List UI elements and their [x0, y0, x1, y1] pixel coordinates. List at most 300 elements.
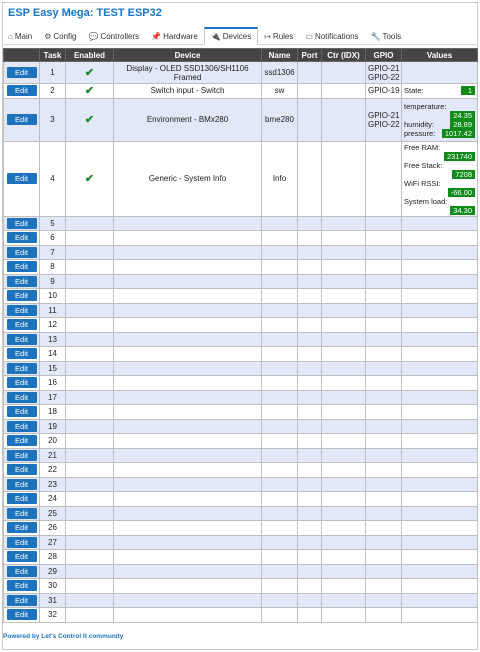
enabled-cell — [66, 361, 114, 376]
edit-button[interactable]: Edit — [7, 595, 37, 606]
enabled-cell — [66, 231, 114, 246]
task-cell — [40, 477, 66, 492]
port-cell — [298, 550, 322, 565]
table-row — [4, 274, 478, 289]
edit-button[interactable]: Edit — [7, 377, 37, 388]
gpio-cell — [366, 564, 402, 579]
values-cell — [402, 492, 478, 507]
edit-cell[interactable] — [4, 448, 40, 463]
edit-cell[interactable] — [4, 593, 40, 608]
port-cell — [298, 84, 322, 99]
tab-label: Controllers — [100, 31, 140, 41]
chat-icon: 💬 — [88, 31, 99, 41]
task-number: 29 — [48, 566, 57, 576]
task-cell — [40, 535, 66, 550]
device-cell — [114, 405, 262, 420]
enabled-cell — [66, 376, 114, 391]
task-cell — [40, 216, 66, 231]
task-number: 20 — [48, 436, 57, 446]
device-cell — [114, 318, 262, 333]
value-row — [404, 120, 475, 129]
table-row — [4, 332, 478, 347]
task-cell — [40, 550, 66, 565]
controller-cell — [322, 608, 366, 623]
edit-button[interactable]: Edit — [7, 421, 37, 432]
values-cell — [402, 390, 478, 405]
values-cell — [402, 98, 478, 141]
enabled-cell — [66, 141, 114, 216]
controller-cell — [322, 535, 366, 550]
name-cell — [262, 84, 298, 99]
notification-icon: ▭ — [305, 31, 313, 41]
task-number: 25 — [48, 508, 57, 518]
tab-devices[interactable] — [204, 27, 258, 45]
arrow-icon: ↦ — [264, 31, 271, 41]
tab-label: Notifications — [314, 31, 359, 41]
edit-cell[interactable] — [4, 506, 40, 521]
controller-cell — [322, 303, 366, 318]
edit-cell[interactable] — [4, 492, 40, 507]
task-cell — [40, 593, 66, 608]
gpio-cell — [366, 318, 402, 333]
table-row — [4, 318, 478, 333]
value-row — [404, 161, 475, 179]
port-cell — [298, 521, 322, 536]
enabled-cell — [66, 535, 114, 550]
header-edit — [4, 49, 40, 62]
task-number: 16 — [48, 378, 57, 388]
value-row — [404, 102, 475, 120]
edit-cell[interactable] — [4, 245, 40, 260]
enabled-cell — [66, 521, 114, 536]
task-number: 6 — [50, 233, 55, 243]
controller-cell — [322, 84, 366, 99]
controller-cell — [322, 318, 366, 333]
edit-cell[interactable] — [4, 98, 40, 141]
enabled-cell — [66, 477, 114, 492]
home-icon: ⌂ — [8, 31, 13, 41]
name-cell — [262, 564, 298, 579]
tab-hardware[interactable] — [145, 28, 204, 44]
enabled-cell — [66, 347, 114, 362]
task-name: ssd1306 — [264, 68, 295, 77]
port-cell — [298, 579, 322, 594]
values-cell — [402, 608, 478, 623]
footer-brand-link[interactable]: Let's Control It — [41, 633, 87, 640]
gpio-cell — [366, 550, 402, 565]
name-cell — [262, 579, 298, 594]
header-device: Device — [114, 49, 262, 62]
tab-tools[interactable] — [365, 28, 408, 44]
port-cell — [298, 245, 322, 260]
task-cell — [40, 521, 66, 536]
edit-button[interactable]: Edit — [7, 522, 37, 533]
value-badge-wrap — [404, 170, 475, 179]
controller-cell — [322, 62, 366, 84]
gpio-pin: GPIO-21 — [368, 63, 400, 73]
edit-cell[interactable] — [4, 419, 40, 434]
task-number: 15 — [48, 363, 57, 373]
table-header-row — [4, 49, 478, 62]
edit-cell[interactable] — [4, 361, 40, 376]
edit-button[interactable]: Edit — [7, 334, 37, 345]
device-cell — [114, 376, 262, 391]
task-cell — [40, 463, 66, 478]
enabled-cell — [66, 62, 114, 84]
device-cell — [114, 477, 262, 492]
edit-cell[interactable] — [4, 550, 40, 565]
values-cell — [402, 477, 478, 492]
controller-cell — [322, 477, 366, 492]
gpio-cell — [366, 419, 402, 434]
table-row — [4, 84, 478, 99]
name-cell — [262, 361, 298, 376]
name-cell — [262, 419, 298, 434]
port-cell — [298, 62, 322, 84]
values-cell — [402, 84, 478, 99]
edit-button[interactable]: Edit — [7, 450, 37, 461]
enabled-cell — [66, 593, 114, 608]
port-cell — [298, 608, 322, 623]
task-cell — [40, 361, 66, 376]
device-cell — [114, 98, 262, 141]
task-name: Info — [272, 174, 287, 183]
edit-button[interactable]: Edit — [7, 435, 37, 446]
task-cell — [40, 98, 66, 141]
tab-label: Rules — [272, 31, 294, 41]
task-number: 10 — [48, 291, 57, 301]
value-row — [404, 197, 475, 215]
device-name: Switch input - Switch — [150, 86, 225, 96]
gpio-cell — [366, 216, 402, 231]
port-cell — [298, 376, 322, 391]
controller-cell — [322, 376, 366, 391]
gpio-cell — [366, 84, 402, 99]
name-cell — [262, 405, 298, 420]
task-cell — [40, 419, 66, 434]
edit-cell[interactable] — [4, 463, 40, 478]
values-cell — [402, 506, 478, 521]
controller-cell — [322, 361, 366, 376]
values-cell — [402, 419, 478, 434]
task-cell — [40, 141, 66, 216]
enabled-cell — [66, 84, 114, 99]
device-cell — [114, 62, 262, 84]
port-cell — [298, 448, 322, 463]
gpio-cell — [366, 141, 402, 216]
gpio-cell — [366, 608, 402, 623]
edit-cell[interactable] — [4, 564, 40, 579]
values-cell — [402, 303, 478, 318]
table-row — [4, 419, 478, 434]
value-badge: -66.00 — [448, 188, 475, 197]
table-row — [4, 376, 478, 391]
edit-cell[interactable] — [4, 216, 40, 231]
table-row — [4, 361, 478, 376]
value-row — [404, 129, 475, 138]
device-name: Environment - BMx280 — [146, 115, 229, 124]
edit-button[interactable]: Edit — [7, 609, 37, 620]
gpio-cell — [366, 98, 402, 141]
edit-cell[interactable] — [4, 62, 40, 84]
tab-controllers[interactable] — [82, 28, 145, 44]
port-cell — [298, 260, 322, 275]
edit-cell[interactable] — [4, 477, 40, 492]
controller-cell — [322, 231, 366, 246]
edit-button[interactable]: Edit — [7, 537, 37, 548]
footer — [3, 633, 123, 640]
device-cell — [114, 535, 262, 550]
name-cell — [262, 318, 298, 333]
device-cell — [114, 593, 262, 608]
gpio-cell — [366, 274, 402, 289]
values-cell — [402, 62, 478, 84]
gpio-cell — [366, 376, 402, 391]
gpio-cell — [366, 463, 402, 478]
edit-button[interactable]: Edit — [7, 508, 37, 519]
table-row — [4, 231, 478, 246]
edit-button[interactable]: Edit — [7, 247, 37, 258]
edit-cell[interactable] — [4, 405, 40, 420]
enabled-cell — [66, 332, 114, 347]
port-cell — [298, 98, 322, 141]
name-cell — [262, 376, 298, 391]
task-number: 30 — [48, 581, 57, 591]
plug-icon: 🔌 — [210, 32, 221, 41]
device-name: Generic - System Info — [148, 174, 227, 183]
gpio-cell — [366, 361, 402, 376]
values-cell — [402, 434, 478, 449]
table-row — [4, 492, 478, 507]
edit-button[interactable]: Edit — [7, 276, 37, 287]
values-cell — [402, 245, 478, 260]
edit-cell[interactable] — [4, 332, 40, 347]
task-number: 31 — [48, 595, 57, 605]
table-row — [4, 521, 478, 536]
table-row — [4, 506, 478, 521]
enabled-cell — [66, 98, 114, 141]
edit-button[interactable]: Edit — [7, 363, 37, 374]
gpio-cell — [366, 332, 402, 347]
name-cell — [262, 434, 298, 449]
task-number: 11 — [48, 305, 57, 315]
header-task: Task — [40, 49, 66, 62]
task-number: 1 — [50, 68, 55, 77]
edit-button[interactable]: Edit — [7, 406, 37, 417]
edit-cell[interactable] — [4, 274, 40, 289]
values-cell — [402, 593, 478, 608]
name-cell — [262, 492, 298, 507]
edit-button[interactable]: Edit — [7, 319, 37, 330]
controller-cell — [322, 434, 366, 449]
edit-cell[interactable] — [4, 608, 40, 623]
values-cell — [402, 579, 478, 594]
edit-button[interactable]: Edit — [7, 67, 37, 78]
edit-button[interactable]: Edit — [7, 392, 37, 403]
edit-button[interactable]: Edit — [7, 218, 37, 229]
name-cell — [262, 593, 298, 608]
controller-cell — [322, 274, 366, 289]
enabled-cell — [66, 405, 114, 420]
gpio-pin: GPIO-22 — [368, 119, 400, 129]
edit-button[interactable]: Edit — [7, 305, 37, 316]
controller-cell — [322, 448, 366, 463]
port-cell — [298, 405, 322, 420]
name-cell — [262, 216, 298, 231]
tab-label: Main — [14, 31, 33, 41]
task-cell — [40, 434, 66, 449]
edit-cell[interactable] — [4, 231, 40, 246]
name-cell — [262, 289, 298, 304]
edit-cell[interactable] — [4, 141, 40, 216]
port-cell — [298, 463, 322, 478]
name-cell — [262, 231, 298, 246]
edit-cell[interactable] — [4, 521, 40, 536]
gpio-cell — [366, 477, 402, 492]
edit-cell[interactable] — [4, 84, 40, 99]
value-badge: 7208 — [452, 170, 475, 179]
task-number: 7 — [50, 247, 55, 257]
controller-cell — [322, 463, 366, 478]
task-number: 26 — [48, 523, 57, 533]
gpio-cell — [366, 245, 402, 260]
edit-button[interactable]: Edit — [7, 580, 37, 591]
values-cell — [402, 231, 478, 246]
task-cell — [40, 318, 66, 333]
device-cell — [114, 550, 262, 565]
controller-cell — [322, 289, 366, 304]
tab-notifications[interactable] — [299, 28, 364, 44]
task-number: 14 — [48, 349, 57, 359]
value-badge-wrap — [404, 152, 475, 161]
task-cell — [40, 260, 66, 275]
edit-button[interactable]: Edit — [7, 85, 37, 96]
edit-button[interactable]: Edit — [7, 173, 37, 184]
task-number: 17 — [48, 392, 57, 402]
port-cell — [298, 289, 322, 304]
edit-cell[interactable] — [4, 434, 40, 449]
gpio-cell — [366, 62, 402, 84]
task-number: 3 — [50, 115, 55, 124]
enabled-cell — [66, 608, 114, 623]
edit-button[interactable]: Edit — [7, 290, 37, 301]
device-cell — [114, 347, 262, 362]
edit-cell[interactable] — [4, 390, 40, 405]
enabled-cell — [66, 390, 114, 405]
table-row — [4, 390, 478, 405]
port-cell — [298, 477, 322, 492]
controller-cell — [322, 506, 366, 521]
edit-button[interactable]: Edit — [7, 566, 37, 577]
gpio-pin: GPIO-22 — [368, 72, 400, 82]
task-cell — [40, 390, 66, 405]
port-cell — [298, 390, 322, 405]
device-cell — [114, 506, 262, 521]
controller-cell — [322, 347, 366, 362]
task-number: 18 — [48, 407, 57, 417]
tab-label: Devices — [222, 32, 252, 41]
edit-button[interactable]: Edit — [7, 493, 37, 504]
values-cell — [402, 564, 478, 579]
enabled-cell — [66, 579, 114, 594]
task-cell — [40, 564, 66, 579]
edit-button[interactable]: Edit — [7, 261, 37, 272]
gpio-cell — [366, 231, 402, 246]
value-badge: 34.30 — [450, 206, 475, 215]
enabled-cell — [66, 506, 114, 521]
device-cell — [114, 361, 262, 376]
controller-cell — [322, 564, 366, 579]
tab-main[interactable] — [2, 28, 38, 44]
values-cell — [402, 260, 478, 275]
tab-config[interactable] — [38, 28, 82, 44]
edit-cell[interactable] — [4, 535, 40, 550]
edit-button[interactable]: Edit — [7, 464, 37, 475]
edit-button[interactable]: Edit — [7, 551, 37, 562]
task-cell — [40, 608, 66, 623]
controller-cell — [322, 550, 366, 565]
name-cell — [262, 463, 298, 478]
edit-cell[interactable] — [4, 289, 40, 304]
edit-cell[interactable] — [4, 260, 40, 275]
devices-table — [3, 48, 478, 623]
edit-button[interactable]: Edit — [7, 114, 37, 125]
gpio-cell — [366, 579, 402, 594]
edit-cell[interactable] — [4, 303, 40, 318]
value-label: WiFi RSSI: — [404, 178, 441, 188]
enabled-cell — [66, 463, 114, 478]
device-cell — [114, 463, 262, 478]
task-number: 12 — [48, 320, 57, 330]
tab-rules[interactable] — [258, 28, 299, 44]
edit-cell[interactable] — [4, 318, 40, 333]
task-cell — [40, 303, 66, 318]
controller-cell — [322, 98, 366, 141]
task-number: 21 — [48, 450, 57, 460]
value-badge: 24.35 — [450, 111, 475, 120]
name-cell — [262, 608, 298, 623]
edit-button[interactable]: Edit — [7, 348, 37, 359]
edit-cell[interactable] — [4, 579, 40, 594]
port-cell — [298, 303, 322, 318]
edit-cell[interactable] — [4, 376, 40, 391]
values-cell — [402, 521, 478, 536]
task-name: sw — [274, 86, 285, 96]
task-number: 2 — [50, 86, 55, 96]
task-cell — [40, 274, 66, 289]
task-cell — [40, 579, 66, 594]
name-cell — [262, 332, 298, 347]
enabled-cell — [66, 564, 114, 579]
tab-label: Config — [53, 31, 77, 41]
gpio-cell — [366, 303, 402, 318]
port-cell — [298, 231, 322, 246]
device-cell — [114, 260, 262, 275]
name-cell — [262, 62, 298, 84]
port-cell — [298, 141, 322, 216]
values-cell — [402, 274, 478, 289]
table-row — [4, 477, 478, 492]
device-cell — [114, 289, 262, 304]
edit-button[interactable]: Edit — [7, 232, 37, 243]
edit-cell[interactable] — [4, 347, 40, 362]
value-badge: 1 — [461, 86, 475, 95]
table-row — [4, 141, 478, 216]
task-number: 4 — [50, 174, 55, 183]
values-cell — [402, 376, 478, 391]
edit-button[interactable]: Edit — [7, 479, 37, 490]
gpio-cell — [366, 506, 402, 521]
